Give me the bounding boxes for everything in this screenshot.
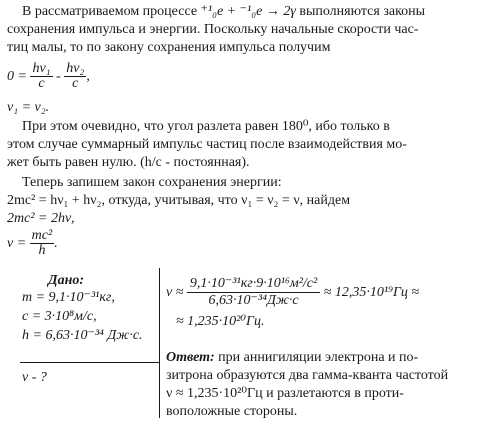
- reaction-equation: ⁺¹₀e + ⁻¹₀e → 2γ: [200, 4, 296, 19]
- solution-lhs: ν ≈: [166, 285, 184, 300]
- eq1-lhs: 0 =: [7, 69, 27, 84]
- answer-text-1: при аннигиляции электрона и по-: [218, 350, 419, 365]
- eq1-den-1: c: [38, 76, 45, 92]
- answer-line-1: [166, 350, 418, 366]
- given-planck-constant: h = 6,63·10⁻³⁴ Дж·с.: [22, 328, 143, 343]
- angle-line-2: этом случае суммарный импульс частиц после взаимодействия мо-: [7, 137, 407, 152]
- solution-result-1: ≈ 12,35·10¹⁹Гц ≈: [323, 285, 420, 300]
- answer-line-2: зитрона образуются два гамма-кванта частотой: [166, 368, 449, 383]
- given-mass: m = 9,1·10⁻³¹кг,: [22, 290, 115, 305]
- intro-line-2: сохранения импульса и энергии. Поскольку начальные скорости час-: [7, 22, 419, 37]
- eq1-fraction-1: [30, 62, 52, 91]
- energy-line-3: 2mc² = 2hν,: [7, 211, 75, 226]
- eq3-tail: .: [54, 236, 58, 251]
- given-divider-horizontal: [20, 362, 160, 363]
- eq3-den: h: [38, 243, 46, 259]
- eq1-fraction-2: [64, 62, 86, 91]
- angle-line-1: При этом очевидно, что угол разлета равен 180⁰, ибо только в: [22, 119, 390, 134]
- solution-result-2: ≈ 1,235·10²⁰Гц.: [176, 314, 265, 329]
- eq3-fraction: [30, 229, 55, 258]
- eq1-num-1: hν₁: [32, 61, 51, 77]
- energy-line-2: 2mc² = hν₁ + hν₂, откуда, учитывая, что ν₁ = ν₂ = ν, найдем: [7, 193, 351, 208]
- answer-line-4: воположные стороны.: [166, 404, 298, 419]
- eq1-num-2: hν₂: [66, 61, 85, 77]
- frequency-formula: [7, 229, 58, 259]
- solution-num: 9,1·10⁻³¹кг·9·10¹⁶м²/с²: [187, 276, 320, 293]
- intro-text-a: В рассматриваемом процессе: [22, 4, 198, 19]
- given-divider-vertical: [159, 268, 160, 418]
- frequency-equality: ν₁ = ν₂.: [7, 100, 50, 115]
- given-find: ν - ?: [22, 370, 47, 385]
- solution-equation: [166, 275, 419, 311]
- eq3-num: mc²: [31, 228, 53, 244]
- intro-line-1: [22, 4, 425, 20]
- answer-label: Ответ:: [166, 350, 215, 365]
- energy-line-1: Теперь запишем закон сохранения энергии:: [22, 175, 282, 190]
- eq1-minus: -: [56, 69, 61, 84]
- solution-fraction: [187, 276, 320, 309]
- solution-den: 6,63·10⁻³⁴Дж·с: [208, 293, 299, 309]
- given-speed-of-light: c = 3·10⁸м/с,: [22, 309, 97, 324]
- eq1-den-2: c: [72, 76, 79, 92]
- momentum-equation: [7, 62, 90, 92]
- intro-line-3: тиц малы, то по закону сохранения импульса получим: [7, 40, 331, 55]
- given-title: Дано:: [48, 273, 84, 288]
- answer-line-3: ν ≈ 1,235·10²⁰Гц и разлетаются в проти-: [166, 386, 404, 401]
- intro-text-b: выполняются законы: [299, 4, 426, 19]
- angle-line-3: жет быть равен нулю. (h/c - постоянная).: [7, 155, 250, 170]
- eq3-lhs: ν =: [7, 236, 27, 251]
- eq1-tail: ,: [86, 69, 90, 84]
